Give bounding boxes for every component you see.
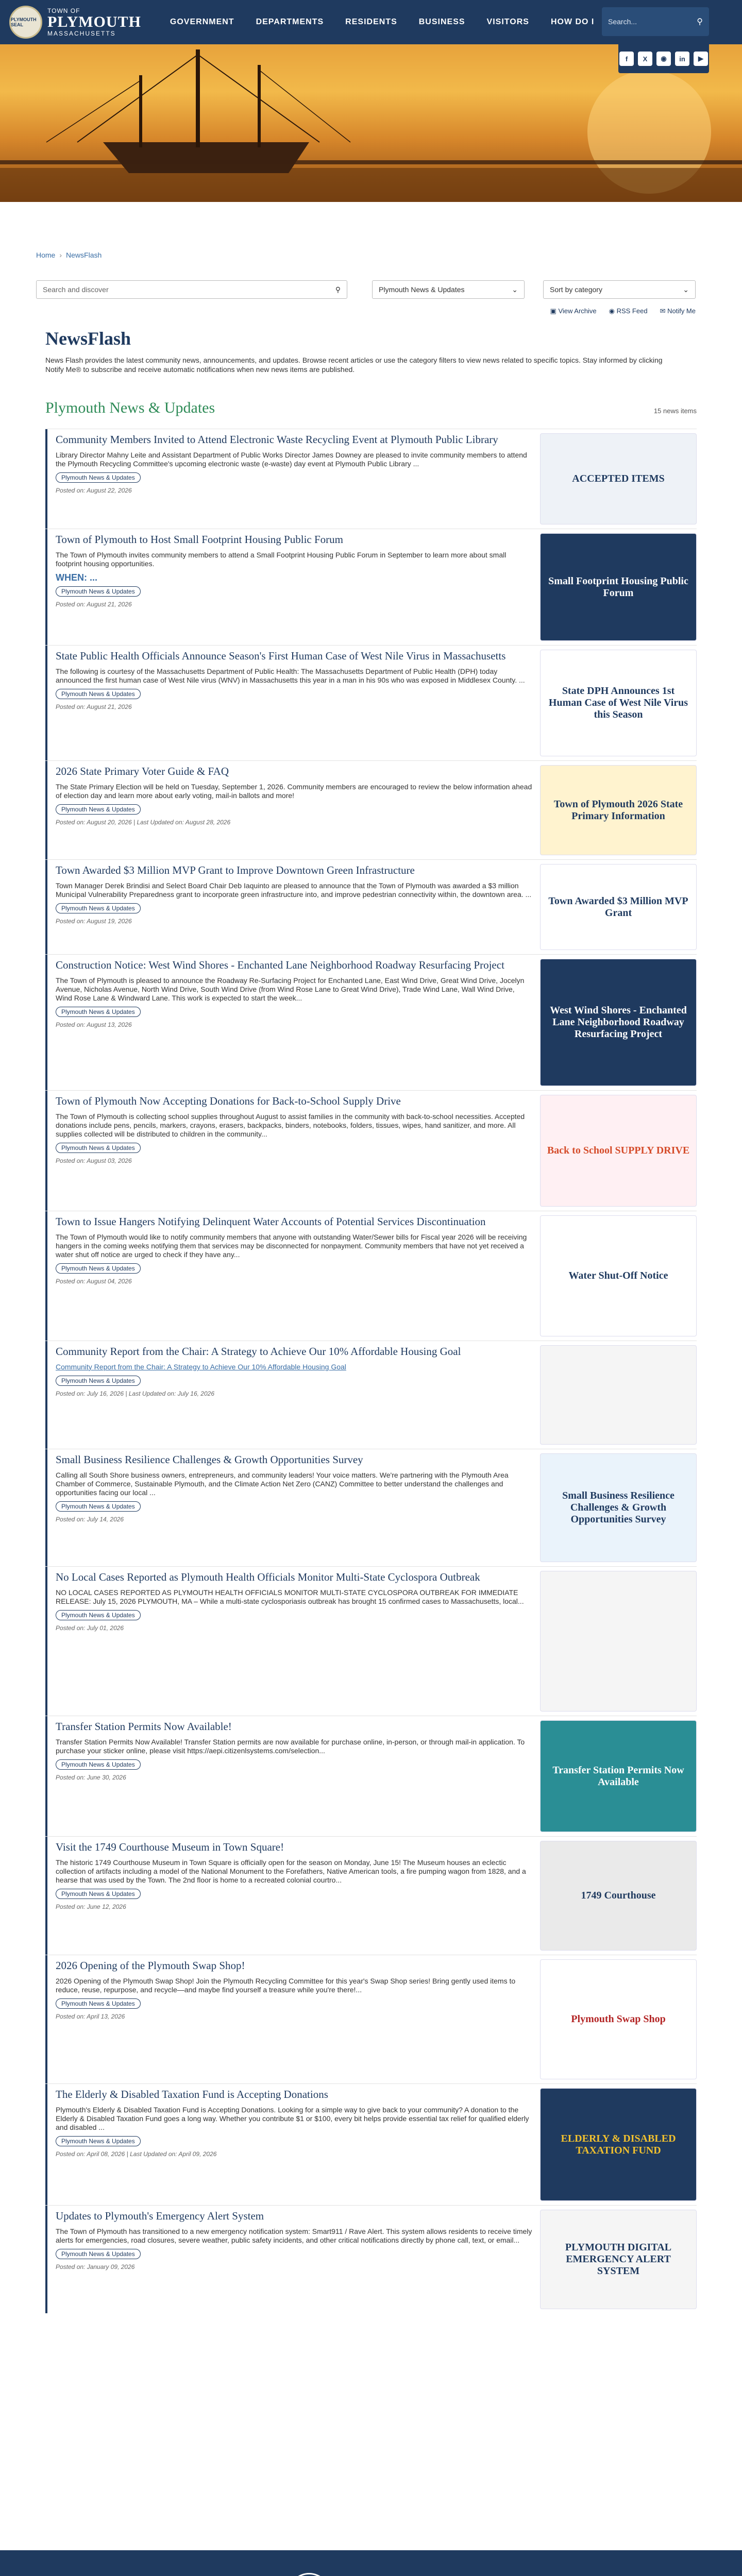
- news-search-input[interactable]: [36, 280, 347, 299]
- news-item-category-tag[interactable]: Plymouth News & Updates: [56, 1998, 141, 2009]
- news-item-posted-date: Posted on: August 13, 2026: [56, 1021, 132, 1028]
- news-item-posted-date: Posted on: January 09, 2026: [56, 2263, 135, 2270]
- news-item-text: [45, 529, 540, 645]
- site-header: [0, 0, 742, 44]
- news-item-accent: [45, 646, 47, 760]
- x-icon[interactable]: X: [638, 52, 652, 66]
- rss-feed-label: RSS Feed: [616, 307, 648, 315]
- news-item-category-tag[interactable]: Plymouth News & Updates: [56, 586, 141, 597]
- news-item-body: The following is courtesy of the Massachusetts Department of Public Health: The Massachusetts Department of Public Health (DPH) today announced the first human case of West Nile virus (WNV) in Massachusetts this year in a man in his 90s who was exposed in Middlesex County. ...: [56, 667, 525, 684]
- news-item-thumbnail[interactable]: [540, 2088, 697, 2201]
- news-item-posted-date: Posted on: July 16, 2026 | Last Updated on: July 16, 2026: [56, 1390, 214, 1397]
- breadcrumb-current[interactable]: NewsFlash: [66, 251, 102, 259]
- category-title: Plymouth News & Updates: [45, 399, 215, 416]
- news-item-text: [45, 1449, 540, 1566]
- rss-feed-link[interactable]: [609, 307, 648, 315]
- main-nav: [170, 18, 594, 27]
- news-item-thumbnail[interactable]: [540, 1841, 697, 1951]
- news-item-thumbnail-text: ACCEPTED ITEMS: [572, 473, 665, 484]
- news-item-thumbnail-text: West Wind Shores - Enchanted Lane Neighborhood Roadway Resurfacing Project: [550, 1005, 687, 1040]
- news-item-text: [45, 1955, 540, 2083]
- facebook-icon[interactable]: f: [619, 52, 634, 66]
- news-item-thumbnail[interactable]: [540, 650, 697, 756]
- news-item-thumbnail[interactable]: [540, 1345, 697, 1445]
- news-item-text: [45, 860, 540, 954]
- news-item-thumbnail-text: Town Awarded $3 Million MVP Grant: [548, 895, 688, 919]
- news-item-text: [45, 2206, 540, 2313]
- news-item-title[interactable]: Town Awarded $3 Million MVP Grant to Improve Downtown Green Infrastructure: [56, 864, 415, 876]
- news-item-thumbnail[interactable]: [540, 1453, 697, 1562]
- news-item-body: The Town of Plymouth would like to notify community members that anyone with outstanding Water/Sewer bills for Fiscal year 2026 will be receiving hangers in the coming weeks notifying them that services may be disconnected for nonpayment. Community members that have not yet received a water shut off notice are urged to check if they have any...: [56, 1233, 527, 1259]
- news-item-thumbnail[interactable]: [540, 864, 697, 950]
- sort-select-value: Sort by category: [550, 285, 602, 294]
- news-list: [45, 429, 697, 2313]
- brand-text: [47, 7, 141, 37]
- news-item-category-tag[interactable]: Plymouth News & Updates: [56, 2136, 141, 2146]
- news-item-body: Library Director Mahny Leite and Assistant Department of Public Works Director James Downey are pleased to invite community members to attend the Plymouth Recycling Committee's upcoming electronic waste (e-waste) day event at Plymouth Public Library ...: [56, 451, 527, 468]
- news-item-accent: [45, 860, 47, 954]
- news-item-accent: [45, 2206, 47, 2313]
- news-item-category-tag[interactable]: Plymouth News & Updates: [56, 472, 141, 483]
- credit-card-icon: [288, 2573, 331, 2576]
- news-item-title[interactable]: Small Business Resilience Challenges & Growth Opportunities Survey: [56, 1453, 363, 1466]
- news-item-text: [45, 1211, 540, 1341]
- page-title: NewsFlash: [45, 328, 131, 349]
- news-item: [45, 1341, 697, 1449]
- news-item-title[interactable]: Community Report from the Chair: A Strategy to Achieve Our 10% Affordable Housing Goal: [56, 1345, 461, 1358]
- news-item-accent: [45, 955, 47, 1090]
- youtube-icon[interactable]: ▶: [694, 52, 708, 66]
- news-item: [45, 1955, 697, 2083]
- news-item-posted-date: Posted on: August 04, 2026: [56, 1278, 132, 1285]
- news-item-title[interactable]: Visit the 1749 Courthouse Museum in Town Square!: [56, 1841, 284, 1853]
- news-item-accent: [45, 2084, 47, 2205]
- news-item-text: [45, 955, 540, 1090]
- nav-business[interactable]: BUSINESS: [418, 18, 465, 26]
- archive-icon: ▣: [550, 307, 559, 315]
- nav-government[interactable]: GOVERNMENT: [170, 18, 234, 26]
- notify-me-label: Notify Me: [667, 307, 696, 315]
- news-item-text: [45, 1716, 540, 1836]
- news-item-accent: [45, 1211, 47, 1341]
- news-item: [45, 645, 697, 760]
- news-item-accent: [45, 1091, 47, 1211]
- news-item-text: [45, 1837, 540, 1955]
- news-item-thumbnail-text: Water Shut-Off Notice: [568, 1270, 668, 1281]
- town-seal: PLYMOUTH SEAL: [9, 6, 42, 39]
- news-item-posted-date: Posted on: August 20, 2026 | Last Updated on: August 28, 2026: [56, 819, 231, 826]
- nav-residents[interactable]: RESIDENTS: [345, 18, 397, 26]
- news-item-thumbnail-text: Town of Plymouth 2026 State Primary Information: [553, 798, 683, 822]
- linkedin-icon[interactable]: in: [675, 52, 689, 66]
- news-item-category-tag[interactable]: Plymouth News & Updates: [56, 2249, 141, 2259]
- news-item-posted-date: Posted on: July 01, 2026: [56, 1624, 124, 1632]
- news-item-body: The Town of Plymouth invites community members to attend a Small Footprint Housing Public Forum in September to learn more about small footprint housing opportunities.: [56, 551, 507, 568]
- news-item-category-tag[interactable]: Plymouth News & Updates: [56, 1007, 141, 1017]
- news-item: [45, 1211, 697, 1341]
- social-links-top: [618, 44, 709, 73]
- brand-state: MASSACHUSETTS: [47, 30, 116, 37]
- news-item-category-tag[interactable]: Plymouth News & Updates: [56, 903, 141, 913]
- news-item-category-tag[interactable]: Plymouth News & Updates: [56, 1376, 141, 1386]
- news-item-category-tag[interactable]: Plymouth News & Updates: [56, 1889, 141, 1899]
- newsflash-toolbar: [36, 280, 696, 299]
- category-select-value: Plymouth News & Updates: [379, 285, 465, 294]
- news-count: 15 news items: [653, 407, 697, 415]
- news-item-thumbnail[interactable]: [540, 1571, 697, 1711]
- news-item: [45, 760, 697, 859]
- news-item-body: Town Manager Derek Brindisi and Select Board Chair Deb Iaquinto are pleased to announce that the Town of Plymouth was awarded a $3 million Municipal Vulnerability Preparedness grant to incorporate green infrastructure into, and improve pedestrian connectivity within, the downtown area. ...: [56, 882, 532, 899]
- news-item-thumbnail[interactable]: [540, 1215, 697, 1336]
- site-search-input[interactable]: [602, 7, 709, 36]
- news-item-thumbnail-text: ELDERLY & DISABLED TAXATION FUND: [561, 2132, 676, 2156]
- news-item-thumbnail[interactable]: [540, 1095, 697, 1207]
- brand-name: PLYMOUTH: [47, 13, 141, 30]
- news-item: [45, 1836, 697, 1955]
- news-item-category-tag[interactable]: Plymouth News & Updates: [56, 689, 141, 699]
- news-item-category-tag[interactable]: Plymouth News & Updates: [56, 1143, 141, 1153]
- news-search-placeholder: Search and discover: [43, 285, 109, 294]
- news-item-extra: WHEN: ...: [56, 572, 97, 583]
- news-item-thumbnail[interactable]: [540, 433, 697, 524]
- search-icon[interactable]: ⚲: [335, 285, 341, 294]
- news-item-thumbnail[interactable]: [540, 1959, 697, 2079]
- news-item: [45, 1716, 697, 1836]
- news-item-text: [45, 1091, 540, 1211]
- news-item-body: The historic 1749 Courthouse Museum in Town Square is officially open for the season on Monday, June 15! The Museum houses an eclectic collection of artifacts including a model of the National Monument to the Forefathers, Native American tools, a fire pumping wagon from 1828, and a hearse that was used by the Town. The 2nd floor is home to a recreated colonial courtro...: [56, 1858, 526, 1884]
- news-item-title[interactable]: The Elderly & Disabled Taxation Fund is Accepting Donations: [56, 2088, 328, 2100]
- news-item-title[interactable]: Transfer Station Permits Now Available!: [56, 1720, 232, 1733]
- news-item-body: The Town of Plymouth is pleased to announce the Roadway Re-Surfacing Project for Enchanted Lane, East Wind Drive, Great Wind Drive, Jocelyn Avenue, Nicholas Avenue, North Wind Drive, South Wind Drive (from Wind Rose Lane to Great Wind Drive), Trade Wind Lane, Wall Wind Drive, Wind Rose Lane & Windward Lane. This work is expected to start the week...: [56, 976, 525, 1002]
- chevron-down-icon: ⌄: [683, 285, 689, 294]
- news-item-posted-date: Posted on: August 03, 2026: [56, 1157, 132, 1164]
- news-item: [45, 1090, 697, 1211]
- news-item-title[interactable]: Construction Notice: West Wind Shores - Enchanted Lane Neighborhood Roadway Resurfacing Project: [56, 959, 504, 971]
- news-item-title[interactable]: 2026 Opening of the Plymouth Swap Shop!: [56, 1959, 245, 1972]
- breadcrumb: [36, 251, 102, 259]
- news-item: [45, 1449, 697, 1566]
- tool-links: [550, 307, 696, 315]
- news-item-accent: [45, 1449, 47, 1566]
- nav-how-do-i[interactable]: HOW DO I: [550, 18, 595, 26]
- news-item-body: The State Primary Election will be held on Tuesday, September 1, 2026. Community members are encouraged to review the below information ahead of election day and learn more about early voting, mail-in ballots and more!: [56, 783, 532, 800]
- news-item-link[interactable]: Community Report from the Chair: A Strategy to Achieve Our 10% Affordable Housing Goal: [56, 1363, 346, 1371]
- news-item-text: [45, 1341, 540, 1449]
- news-item-thumbnail[interactable]: [540, 533, 697, 641]
- news-item: [45, 954, 697, 1090]
- news-item-posted-date: Posted on: June 30, 2026: [56, 1774, 126, 1781]
- news-item-thumbnail-text: Transfer Station Permits Now Available: [552, 1764, 684, 1788]
- news-item-thumbnail[interactable]: [540, 765, 697, 855]
- news-item-thumbnail-text: Small Footprint Housing Public Forum: [548, 575, 688, 599]
- news-item-body: 2026 Opening of the Plymouth Swap Shop! Join the Plymouth Recycling Committee for this year's Swap Shop series! Bring gently used items to reduce, reuse, repurpose, and recycle—and maybe find yourself a treasure while you're there!...: [56, 1977, 516, 1994]
- news-item-text: [45, 646, 540, 760]
- category-select[interactable]: [372, 280, 525, 299]
- chevron-down-icon: ⌄: [512, 285, 518, 294]
- news-item: [45, 2205, 697, 2313]
- news-item-title[interactable]: Town of Plymouth Now Accepting Donations for Back-to-School Supply Drive: [56, 1095, 401, 1107]
- news-item: [45, 2083, 697, 2205]
- news-item-category-tag[interactable]: Plymouth News & Updates: [56, 1263, 141, 1274]
- news-item-accent: [45, 529, 47, 645]
- brand-town-of: TOWN OF: [47, 7, 80, 14]
- news-item-body: Plymouth's Elderly & Disabled Taxation Fund is Accepting Donations. Looking for a simple way to give back to your community? A donation to the Elderly & Disabled Taxation Fund goes a long way. Whether you contribute $1 or $100, every bit helps provide essential tax relief for qualified elderly and disabled ...: [56, 2106, 529, 2131]
- news-item-category-tag[interactable]: Plymouth News & Updates: [56, 1759, 141, 1770]
- news-item-category-tag[interactable]: Plymouth News & Updates: [56, 804, 141, 815]
- view-archive-label: View Archive: [558, 307, 597, 315]
- notify-me-link[interactable]: [660, 307, 696, 315]
- news-item-thumbnail-text: Plymouth Swap Shop: [571, 2013, 666, 2025]
- news-item-title[interactable]: No Local Cases Reported as Plymouth Health Officials Monitor Multi-State Cyclospora Outbreak: [56, 1571, 480, 1583]
- news-item-thumbnail-text: PLYMOUTH DIGITAL EMERGENCY ALERT SYSTEM: [565, 2242, 672, 2277]
- news-item-category-tag[interactable]: Plymouth News & Updates: [56, 1610, 141, 1620]
- news-item-thumbnail[interactable]: [540, 2210, 697, 2309]
- news-item-text: [45, 2084, 540, 2205]
- news-item-posted-date: Posted on: June 12, 2026: [56, 1903, 126, 1910]
- site-search-placeholder: Search...: [608, 18, 637, 26]
- nav-visitors[interactable]: VISITORS: [486, 18, 529, 26]
- news-item-accent: [45, 429, 47, 529]
- news-item-accent: [45, 1837, 47, 1955]
- news-item-body: NO LOCAL CASES REPORTED AS PLYMOUTH HEALTH OFFICIALS MONITOR MULTI-STATE CYCLOSPORA OUTBREAK FOR IMMEDIATE RELEASE: July 15, 2026 PLYMOUTH, MA – While a multi-state cyclosporiasis outbreak has brought 15 confirmed cases to Massachusetts, local...: [56, 1588, 524, 1605]
- quick-action-band: [0, 2550, 742, 2576]
- news-item-accent: [45, 1341, 47, 1449]
- news-item-posted-date: Posted on: July 14, 2026: [56, 1516, 124, 1523]
- news-item-title[interactable]: 2026 State Primary Voter Guide & FAQ: [56, 765, 229, 777]
- news-item-accent: [45, 1955, 47, 2083]
- news-item: [45, 529, 697, 645]
- news-item-title[interactable]: Community Members Invited to Attend Electronic Waste Recycling Event at Plymouth Public Library: [56, 433, 498, 446]
- news-item-thumbnail-text: [613, 1390, 623, 1400]
- news-item-thumbnail-text: 1749 Courthouse: [581, 1890, 656, 1901]
- news-item-accent: [45, 1567, 47, 1716]
- site-logo[interactable]: [9, 6, 141, 39]
- news-item-thumbnail-text: Small Business Resilience Challenges & Growth Opportunities Survey: [562, 1490, 674, 1525]
- view-archive-link[interactable]: [550, 307, 597, 315]
- news-item-body: Calling all South Shore business owners, entrepreneurs, and community leaders! Your voice matters. We're partnering with the Plymouth Area Chamber of Commerce, Sustainable Plymouth, and the Climate Action Net Zero (CANZ) Committee to better understand the challenges and opportunities facing our local ...: [56, 1471, 509, 1497]
- news-item-thumbnail-text: Back to School SUPPLY DRIVE: [547, 1145, 690, 1156]
- news-item-body: Transfer Station Permits Now Available! Transfer Station permits are now available for purchase online, in-person, or through mail-in application. To purchase your sticker online, please visit https://aepi.citizenlsystems.com/selection...: [56, 1738, 525, 1755]
- news-item-text: [45, 761, 540, 859]
- rss-icon: ◉: [609, 307, 617, 315]
- breadcrumb-home[interactable]: Home: [36, 251, 56, 259]
- instagram-icon[interactable]: ◉: [656, 52, 671, 66]
- news-item-thumbnail-text: [613, 1636, 623, 1647]
- news-item: [45, 429, 697, 529]
- news-item: [45, 1566, 697, 1716]
- news-item-posted-date: Posted on: April 13, 2026: [56, 2013, 125, 2020]
- breadcrumb-separator: ›: [59, 251, 62, 259]
- news-item-text: [45, 429, 540, 529]
- search-icon[interactable]: ⚲: [697, 18, 703, 26]
- news-item-thumbnail-text: State DPH Announces 1st Human Case of West Nile Virus this Season: [548, 685, 688, 720]
- news-item-body: The Town of Plymouth has transitioned to a new emergency notification system: Smart911 / Rave Alert. This system allows residents to receive timely alerts for emergencies, road closures, severe weather, public safety incidents, and other critical notifications directly by phone call, text, or email...: [56, 2227, 532, 2244]
- bill-info-link[interactable]: [263, 2573, 356, 2576]
- news-item-thumbnail[interactable]: [540, 1720, 697, 1832]
- news-item-thumbnail[interactable]: [540, 959, 697, 1086]
- news-item-text: [45, 1567, 540, 1716]
- news-item-posted-date: Posted on: August 22, 2026: [56, 487, 132, 494]
- news-item-posted-date: Posted on: August 21, 2026: [56, 601, 132, 608]
- page-intro: News Flash provides the latest community news, announcements, and updates. Browse recent articles or use the category filters to view news related to specific topics. Stay informed by clicking Notify Me® to subscribe and receive automatic notifications when new news items are published.: [45, 356, 663, 374]
- news-item-accent: [45, 1716, 47, 1836]
- news-item: [45, 859, 697, 954]
- news-item-body: The Town of Plymouth is collecting school supplies throughout August to assist families in the community with back-to-school necessities. Accepted donations include pens, pencils, markers, crayons, erasers, backpacks, binders, notebooks, folders, tissues, wipes, hand sanitizer, and more. All supplies collected will be distributed to children in the community...: [56, 1112, 525, 1138]
- news-item-title[interactable]: Town to Issue Hangers Notifying Delinquent Water Accounts of Potential Services Discontinuation: [56, 1215, 486, 1228]
- news-item-category-tag[interactable]: Plymouth News & Updates: [56, 1501, 141, 1512]
- news-item-title[interactable]: Town of Plymouth to Host Small Footprint Housing Public Forum: [56, 533, 343, 546]
- sort-select[interactable]: [543, 280, 696, 299]
- news-item-posted-date: Posted on: August 19, 2026: [56, 918, 132, 925]
- news-item-title[interactable]: State Public Health Officials Announce Season's First Human Case of West Nile Virus in Massachusetts: [56, 650, 506, 662]
- news-item-posted-date: Posted on: April 08, 2026 | Last Updated on: April 09, 2026: [56, 2150, 217, 2158]
- envelope-icon: ✉: [660, 307, 668, 315]
- nav-departments[interactable]: DEPARTMENTS: [256, 18, 324, 26]
- news-item-title[interactable]: Updates to Plymouth's Emergency Alert System: [56, 2210, 264, 2222]
- news-item-posted-date: Posted on: August 21, 2026: [56, 703, 132, 710]
- news-item-accent: [45, 761, 47, 859]
